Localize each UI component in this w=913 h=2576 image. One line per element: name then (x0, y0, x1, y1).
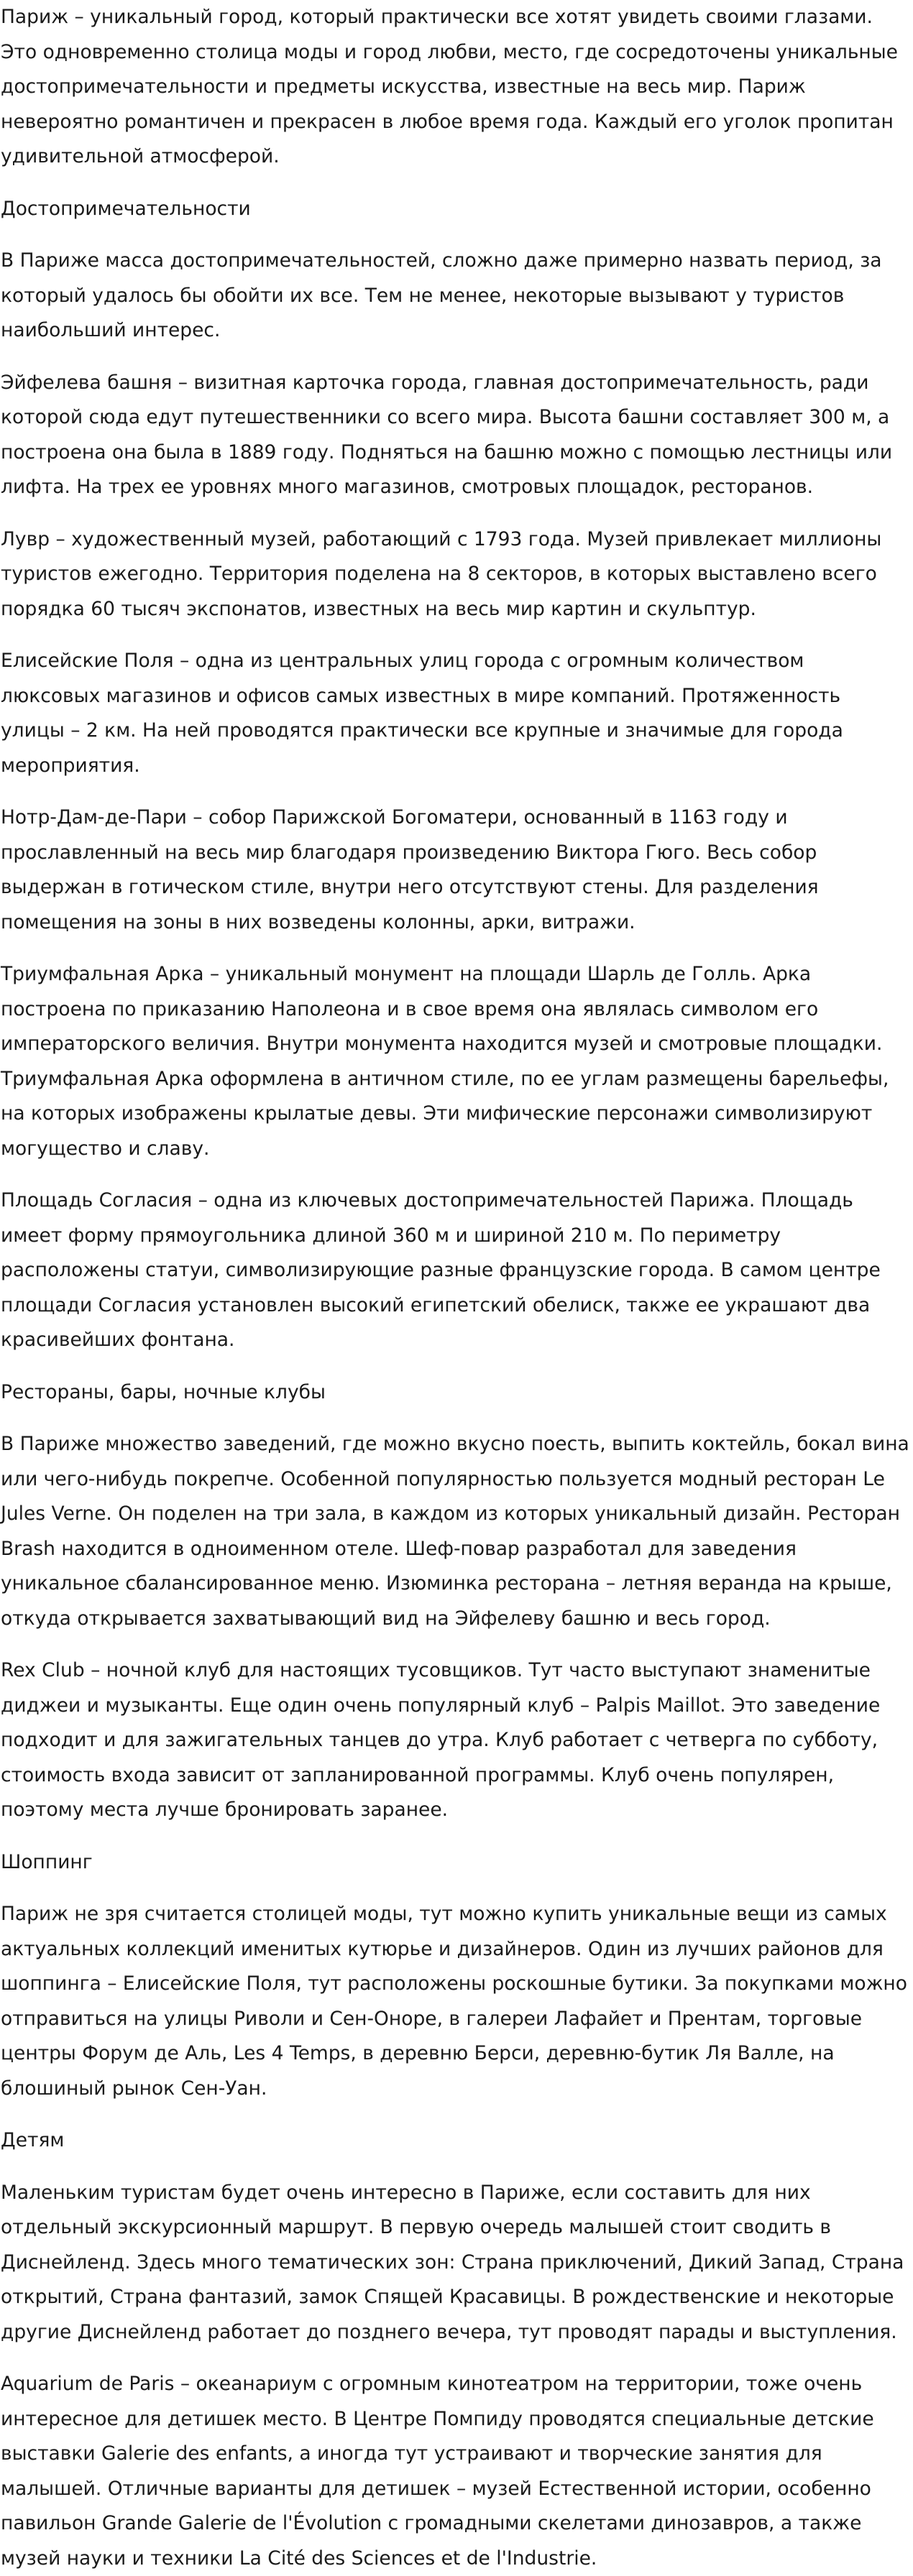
heading-restaurants: Рестораны, бары, ночные клубы (1, 1380, 326, 1403)
heading-shopping: Шоппинг (1, 1850, 93, 1873)
heading-sights: Достопримечательности (1, 197, 251, 220)
clubs-paragraph: Rex Club – ночной клуб для настоящих тусовщиков. Тут часто выступают знаменитые диджеи и музыканты. Еще один очень популярный клуб – Palpis Maillot. Это заведение подходит и для зажигательных танцев до утра. Клуб работает с четверга по субботу, стоимость входа зависит от запланированной программы. Клуб очень популярен, поэтому места лучше бронировать заранее. (1, 1659, 881, 1821)
eiffel-tower-paragraph: Эйфелева башня – визитная карточка города, главная достопримечательность, ради которой сюда едут путешественники со всего мира. Высота башни составляет 300 м, а построена она была в 1889 году. Подняться на башню можно с помощью лестницы или лифта. На трех ее уровнях много магазинов, смотровых площадок, ресторанов. (1, 371, 893, 498)
champs-elysees-paragraph: Елисейские Поля – одна из центральных улиц города с огромным количеством люксовых магазинов и офисов самых известных в мире компаний. Протяженность улицы – 2 км. На ней проводятся практически все крупные и значимые для города мероприятия. (1, 650, 843, 777)
louvre-paragraph: Лувр – художественный музей, работающий с 1793 года. Музей привлекает миллионы туристов ежегодно. Территория поделена на 8 секторов, в которых выставлено всего порядка 60 тысяч экспонатов, известных на весь мир картин и скульптур. (1, 527, 882, 620)
shopping-paragraph: Париж не зря считается столицей моды, тут можно купить уникальные вещи из самых актуальных коллекций именитых кутюрье и дизайнеров. Один из лучших районов для шоппинга – Елисейские Поля, тут расположены роскошные бутики. За покупками можно отправиться на улицы Риволи и Сен-Оноре, в галереи Лафайет и Прентам, торговые центры Форум де Аль, Les 4 Temps, в деревню Берси, деревню-бутик Ля Валле, на блошиный рынок Сен-Уан. (1, 1903, 907, 2100)
concorde-paragraph: Площадь Согласия – одна из ключевых достопримечательностей Парижа. Площадь имеет форму прямоугольника длиной 360 м и шириной 210 м. По периметру расположены статуи, символизирующие разные французские города. В самом центре площади Согласия установлен высокий египетский обелиск, также ее украшают два красивейших фонтана. (1, 1189, 881, 1351)
arc-de-triomphe-paragraph: Триумфальная Арка – уникальный монумент на площади Шарль де Голль. Арка построена по приказанию Наполеона и в свое время она являлась символом его императорского величия. Внутри монумента находится музей и смотровые площадки. Триумфальная Арка оформлена в античном стиле, по ее углам размещены барельефы, на которых изображены крылатые девы. Эти мифические персонажи символизируют могущество и славу. (1, 963, 889, 1160)
heading-children: Детям (1, 2129, 65, 2151)
intro-paragraph: Париж – уникальный город, который практически все хотят увидеть своими глазами. Это одновременно столица моды и город любви, место, где сосредоточены уникальные достопримечательности и предметы искусства, известные на весь мир. Париж невероятно романтичен и прекрасен в любое время года. Каждый его уголок пропитан удивительной атмосферой. (1, 6, 898, 167)
disneyland-paragraph: Маленьким туристам будет очень интересно в Париже, если составить для них отдельный экскурсионный маршрут. В первую очередь малышей стоит сводить в Диснейленд. Здесь много тематических зон: Страна приключений, Дикий Запад, Страна открытий, Страна фантазий, замок Спящей Красавицы. В рождественские и некоторые другие Диснейленд работает до позднего вечера, тут проводят парады и выступления. (1, 2181, 904, 2343)
sights-intro-paragraph: В Париже масса достопримечательностей, сложно даже примерно назвать период, за который удалось бы обойти их все. Тем не менее, некоторые вызывают у туристов наибольший интерес. (1, 249, 882, 341)
aquarium-paragraph: Aquarium de Paris – океанариум с огромным кинотеатром на территории, тоже очень интересное для детишек место. В Центре Помпиду проводятся специальные детские выставки Galerie des enfants, а иногда тут устраивают и творческие занятия для малышей. Отличные варианты для детишек – музей Естественной истории, особенно павильон Grande Galerie de l'Évolution с громадными скелетами динозавров, а также музей науки и техники La Cité des Sciences et de l'Industrie. (1, 2373, 874, 2570)
restaurants-paragraph: В Париже множество заведений, где можно вкусно поесть, выпить коктейль, бокал вина или чего-нибудь покрепче. Особенной популярностью пользуется модный ресторан Le Jules Verne. Он поделен на три зала, в каждом из которых уникальный дизайн. Ресторан Brash находится в одноименном отеле. Шеф-повар разработал для заведения уникальное сбалансированное меню. Изюминка ресторана – летняя веранда на крыше, откуда открывается захватывающий вид на Эйфелеву башню и весь город. (1, 1433, 909, 1630)
notre-dame-paragraph: Нотр-Дам-де-Пари – собор Парижской Богоматери, основанный в 1163 году и прославленный на весь мир благодаря произведению Виктора Гюго. Весь собор выдержан в готическом стиле, внутри него отсутствуют стены. Для разделения помещения на зоны в них возведены колонны, арки, витражи. (1, 806, 819, 933)
